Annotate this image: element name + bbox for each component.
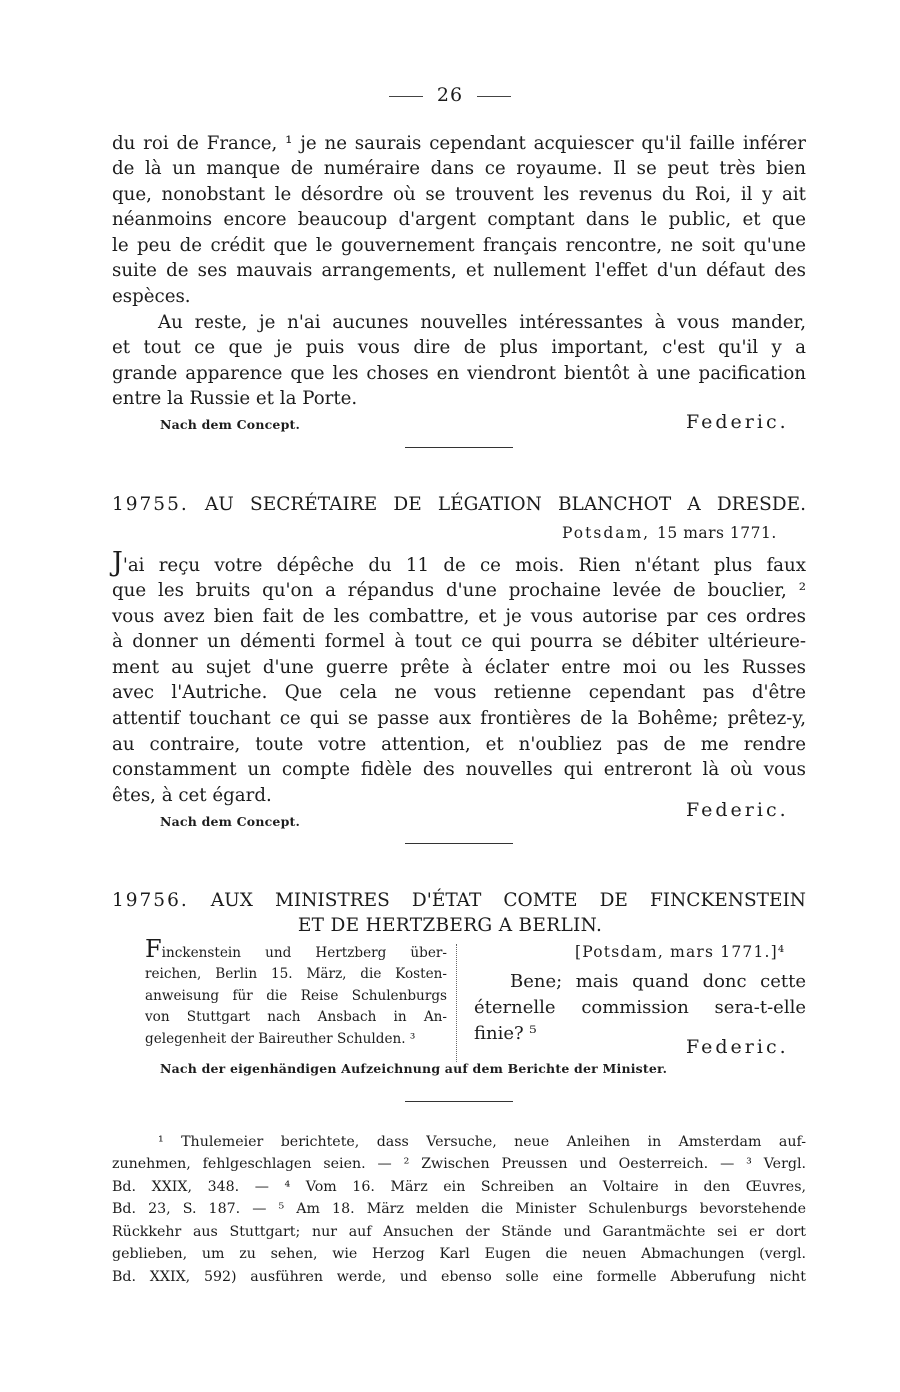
footnote-divider [405,1101,513,1102]
page-number-text: 26 [436,84,464,106]
text-line: que les bruits qu'on a répandus d'une prochaine levée de bouclier, ² [112,580,806,601]
text-line: de là un manque de numéraire dans ce royaume. Il se peut très bien [112,158,806,179]
text-line: au contraire, toute votre attention, et n'oubliez pas de me rendre [112,734,806,755]
reply-line: finie? ⁵ [474,1023,537,1044]
text-line: et tout ce que je puis vous dire de plus important, c'est qu'il y a [112,337,806,358]
text-line: entre la Russie et la Porte. [112,388,358,409]
text-line: grande apparence que les choses en viendront bientôt à une pacification [112,363,806,384]
signature: Federic. [686,411,789,433]
footnote-line: ¹ Thulemeier berichtete, dass Versuche, neue Anleihen in Amsterdam auf- [158,1134,806,1150]
source-note: Nach dem Concept. [160,814,301,829]
footnote-line: Bd. XXIX, 348. — ⁴ Vom 16. März ein Schreiben an Voltaire in den Œuvres, [112,1179,806,1195]
letter-heading [112,492,806,517]
reply-line: Bene; mais quand donc cette [510,971,806,992]
text-line: que, nonobstant le désordre où se trouvent les revenus du Roi, il y ait [112,184,806,205]
drop-initial: J [112,547,123,578]
signature: Federic. [686,799,789,821]
page-number-dash-left [389,96,423,97]
summary-line: anweisung für die Reise Schulenburgs [145,987,447,1004]
letter-heading-text: AUX MINISTRES D'ÉTAT COMTE DE FINCKENSTEIN [210,890,806,911]
summary-line: reichen, Berlin 15. März, die Kosten- [145,966,447,983]
footnote-line: zunehmen, fehlgeschlagen seien. — ² Zwischen Preussen und Oesterreich. — ³ Vergl. [112,1156,806,1172]
text-line: vous avez bien fait de les combattre, et je vous autorise par ces ordres [112,606,806,627]
letter-heading [112,888,806,913]
report-summary [145,935,447,1050]
summary-line: inckenstein und Hertzberg über- [161,945,447,961]
section-divider [405,843,513,844]
text-line: Au reste, je n'ai aucunes nouvelles intéressantes à vous mander, [158,312,806,333]
text-line: êtes, à cet égard. [112,785,272,806]
text-line: ment au sujet d'une guerre prête à éclater entre moi ou les Russes [112,657,806,678]
text-line: néanmoins encore beaucoup d'argent comptant dans le public, et que [112,209,806,230]
source-note: Nach dem Concept. [160,417,301,432]
date-value: 15 mars 1771. [657,524,777,542]
summary-line-initial [145,935,447,964]
section-divider [405,447,513,448]
text-line: à donner un démenti formel à tout ce qui pourra se débiter ultérieure- [112,631,806,652]
reply-date: [Potsdam, mars 1771.]⁴ [575,943,786,961]
letter-date [562,524,777,542]
footnote-line: Rückkehr aus Stuttgart; nur auf Ansuchen der Stände und Garantmächte sei er dort [112,1224,806,1240]
page-number-dash-right [477,96,511,97]
text-line-initial [112,547,806,579]
summary-initial: F [145,935,162,963]
footnote-line: Bd. 23, S. 187. — ⁵ Am 18. März melden die Minister Schulenburgs bevorstehende [112,1201,806,1217]
text-line: espèces. [112,286,191,307]
text-line: constamment un compte fidèle des nouvelles qui entreront là où vous [112,759,806,780]
text-line: 'ai reçu votre dépêche du 11 de ce mois. Rien n'étant plus faux [122,555,806,576]
letter-heading-line2: ET DE HERTZBERG A BERLIN. [297,915,603,936]
text-line: attentif touchant ce qui se passe aux frontières de la Bohême; prêtez-y, [112,708,806,729]
letter-number: 19756. [112,890,189,911]
page-number [0,83,900,107]
letter-heading-text: AU SECRÉTAIRE DE LÉGATION BLANCHOT A DRESDE. [204,494,806,515]
footnote-line: Bd. XXIX, 592) ausführen werde, und ebenso solle eine formelle Abberufung nicht [112,1269,806,1285]
footnote-line: geblieben, um zu sehen, wie Herzog Karl Eugen die neuen Abmachungen (vergl. [112,1246,806,1262]
reply-line: éternelle commission sera-t-elle [474,997,806,1018]
text-line: le peu de crédit que le gouvernement français rencontre, ne soit qu'une [112,235,806,256]
text-line: du roi de France, ¹ je ne saurais cependant acquiescer qu'il faille inférer [112,133,806,154]
signature: Federic. [686,1036,789,1058]
summary-line: von Stuttgart nach Ansbach in An- [145,1009,447,1026]
text-line: suite de ses mauvais arrangements, et nullement l'effet d'un défaut des [112,260,806,281]
source-note: Nach der eigenhändigen Aufzeichnung auf dem Berichte der Minister. [160,1061,668,1076]
text-line: avec l'Autriche. Que cela ne vous retienne cependant pas d'être [112,682,806,703]
date-place: Potsdam, [562,524,651,542]
summary-line: gelegenheit der Baireuther Schulden. ³ [145,1030,416,1047]
column-separator [456,944,457,1062]
letter-number: 19755. [112,494,189,515]
